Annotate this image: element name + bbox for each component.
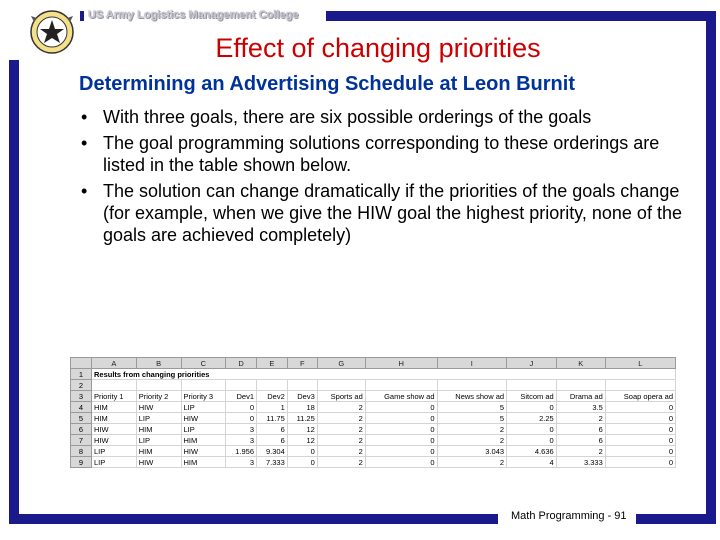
column-header[interactable]: I [437,358,507,369]
column-header[interactable]: H [365,358,437,369]
table-cell[interactable]: 5 [437,402,507,413]
table-cell[interactable]: 5 [437,413,507,424]
table-cell[interactable] [92,380,137,391]
row-header[interactable]: 2 [71,380,92,391]
table-cell[interactable]: HIM [92,402,137,413]
bullet-glyph: • [81,181,88,201]
frame-right-bar [706,11,716,524]
table-cell[interactable]: 2 [317,424,365,435]
table-cell[interactable]: 6 [556,435,605,446]
table-cell[interactable] [437,380,507,391]
table-cell[interactable]: 0 [287,457,317,468]
slide-subtitle: Determining an Advertising Schedule at Leon Burnit [79,73,575,95]
table-cell[interactable]: 0 [605,413,675,424]
table-cell[interactable]: LIP [181,424,226,435]
table-cell[interactable]: Priority 2 [136,391,181,402]
table-cell[interactable]: 11.75 [257,413,288,424]
table-cell[interactable] [507,380,557,391]
frame-bottom-right-bar [636,514,706,524]
table-cell[interactable]: 6 [257,424,288,435]
column-header[interactable]: F [287,358,317,369]
table-cell[interactable]: Priority 1 [92,391,137,402]
table-cell[interactable]: 0 [226,402,257,413]
table-cell[interactable]: 6 [556,424,605,435]
table-cell[interactable]: 0 [365,457,437,468]
row-header[interactable]: 7 [71,435,92,446]
table-cell[interactable]: 0 [605,435,675,446]
table-cell[interactable]: 11.25 [287,413,317,424]
table-row [71,391,676,402]
table-cell[interactable]: HIM [136,424,181,435]
table-cell[interactable]: 6 [257,435,288,446]
column-header[interactable]: E [257,358,288,369]
table-row [71,457,676,468]
column-header[interactable]: K [556,358,605,369]
table-cell[interactable] [287,380,317,391]
table-cell[interactable]: HIM [181,435,226,446]
table-cell[interactable]: 0 [507,424,557,435]
table-cell[interactable]: 0 [605,402,675,413]
page-footer: Math Programming - 91 [508,510,630,522]
table-cell[interactable]: 2 [317,413,365,424]
table-cell[interactable] [136,380,181,391]
row-header[interactable]: 3 [71,391,92,402]
table-cell[interactable]: 0 [365,424,437,435]
table-cell[interactable]: 4.636 [507,446,557,457]
table-cell[interactable]: 2 [317,446,365,457]
table-cell[interactable]: 2 [317,457,365,468]
table-cell[interactable]: 0 [605,446,675,457]
table-cell[interactable]: 3 [226,435,257,446]
table-cell[interactable] [556,380,605,391]
table-cell[interactable]: 18 [287,402,317,413]
table-cell[interactable]: 12 [287,424,317,435]
table-cell[interactable]: HIW [136,457,181,468]
table-cell[interactable]: 7.333 [257,457,288,468]
table-cell[interactable]: Priority 3 [181,391,226,402]
table-row [71,435,676,446]
column-header[interactable]: C [181,358,226,369]
table-cell[interactable]: 2.25 [507,413,557,424]
slide-title: Effect of changing priorities [215,33,541,63]
sheet-title-cell[interactable]: Results from changing priorities [92,369,676,380]
table-cell[interactable]: LIP [92,446,137,457]
table-cell[interactable] [181,380,226,391]
bullet-item [81,132,691,176]
table-cell[interactable]: Drama ad [556,391,605,402]
table-cell[interactable]: 1 [257,402,288,413]
table-cell[interactable]: HIM [181,457,226,468]
table-cell[interactable]: Dev2 [257,391,288,402]
table-cell[interactable] [257,380,288,391]
column-header[interactable]: J [507,358,557,369]
results-spreadsheet [70,357,676,468]
column-header[interactable]: L [605,358,675,369]
table-cell[interactable]: 0 [605,457,675,468]
column-header[interactable]: A [92,358,137,369]
table-cell[interactable]: 12 [287,435,317,446]
table-cell[interactable]: 0 [605,424,675,435]
table-cell[interactable]: 3 [226,424,257,435]
bullet-text: The goal programming solutions corresponding to these orderings are listed in the table shown below. [103,133,660,175]
table-cell[interactable]: Sports ad [317,391,365,402]
frame-bottom-bar [19,514,498,524]
table-cell[interactable]: 9.304 [257,446,288,457]
table-cell[interactable]: HIW [181,413,226,424]
table-row [71,369,676,380]
table-cell[interactable]: 2 [437,457,507,468]
table-cell[interactable]: LIP [136,413,181,424]
table-cell[interactable]: 0 [365,435,437,446]
table-cell[interactable]: 1.956 [226,446,257,457]
table-cell[interactable] [365,380,437,391]
table-cell[interactable]: 4 [507,457,557,468]
row-header[interactable]: 4 [71,402,92,413]
table-cell[interactable]: Soap opera ad [605,391,675,402]
table-cell[interactable]: HIW [136,402,181,413]
table-row [71,424,676,435]
table-cell[interactable]: HIM [136,446,181,457]
table-cell[interactable]: 2 [317,402,365,413]
table-row [71,402,676,413]
table-cell[interactable]: 0 [287,446,317,457]
bullet-item [81,180,691,246]
table-cell[interactable] [226,380,257,391]
row-header[interactable]: 9 [71,457,92,468]
column-header-row [71,358,676,369]
table-cell[interactable]: LIP [181,402,226,413]
table-cell[interactable]: 3 [226,457,257,468]
table-row [71,413,676,424]
table-cell[interactable]: HIW [92,424,137,435]
table-cell[interactable]: 0 [507,402,557,413]
table-cell[interactable]: 3.043 [437,446,507,457]
table-cell[interactable]: 2 [437,435,507,446]
corner-cell [71,358,92,369]
table-cell[interactable]: 2 [317,435,365,446]
table-cell[interactable]: 3.333 [556,457,605,468]
table-cell[interactable]: 0 [226,413,257,424]
bullet-item [81,106,691,128]
table-cell[interactable]: Game show ad [365,391,437,402]
table-cell[interactable]: 2 [556,413,605,424]
college-name: US Army Logistics Management College [88,9,299,21]
table-cell[interactable]: LIP [92,457,137,468]
column-header[interactable]: G [317,358,365,369]
table-cell[interactable]: 2 [437,424,507,435]
bullet-text: The solution can change dramatically if the priorities of the goals change (for example, when we give the HIW goal the highest priority, none of the goals are achieved completely) [103,181,682,245]
table-cell[interactable]: 0 [365,446,437,457]
table-cell[interactable]: 0 [507,435,557,446]
table-cell[interactable]: Sitcom ad [507,391,557,402]
row-header[interactable]: 1 [71,369,92,380]
bullet-glyph: • [81,133,88,153]
college-label [88,9,298,21]
table-row [71,446,676,457]
table-cell[interactable]: 3.5 [556,402,605,413]
table-cell[interactable]: Dev1 [226,391,257,402]
row-header[interactable]: 5 [71,413,92,424]
bullet-list [81,106,691,250]
table-cell[interactable]: 0 [365,402,437,413]
table-cell[interactable]: News show ad [437,391,507,402]
bullet-text: With three goals, there are six possible orderings of the goals [103,107,592,127]
table-cell[interactable]: Dev3 [287,391,317,402]
table-cell[interactable]: 2 [556,446,605,457]
table-cell[interactable]: HIW [92,435,137,446]
column-header[interactable]: B [136,358,181,369]
row-header[interactable]: 6 [71,424,92,435]
table-cell[interactable]: LIP [136,435,181,446]
frame-left-bar [9,60,19,524]
table-cell[interactable]: HIM [92,413,137,424]
table-cell[interactable] [605,380,675,391]
table-row [71,380,676,391]
table-cell[interactable] [317,380,365,391]
row-header[interactable]: 8 [71,446,92,457]
table-cell[interactable]: HIW [181,446,226,457]
column-header[interactable]: D [226,358,257,369]
bullet-glyph: • [81,107,88,127]
table-cell[interactable]: 0 [365,413,437,424]
